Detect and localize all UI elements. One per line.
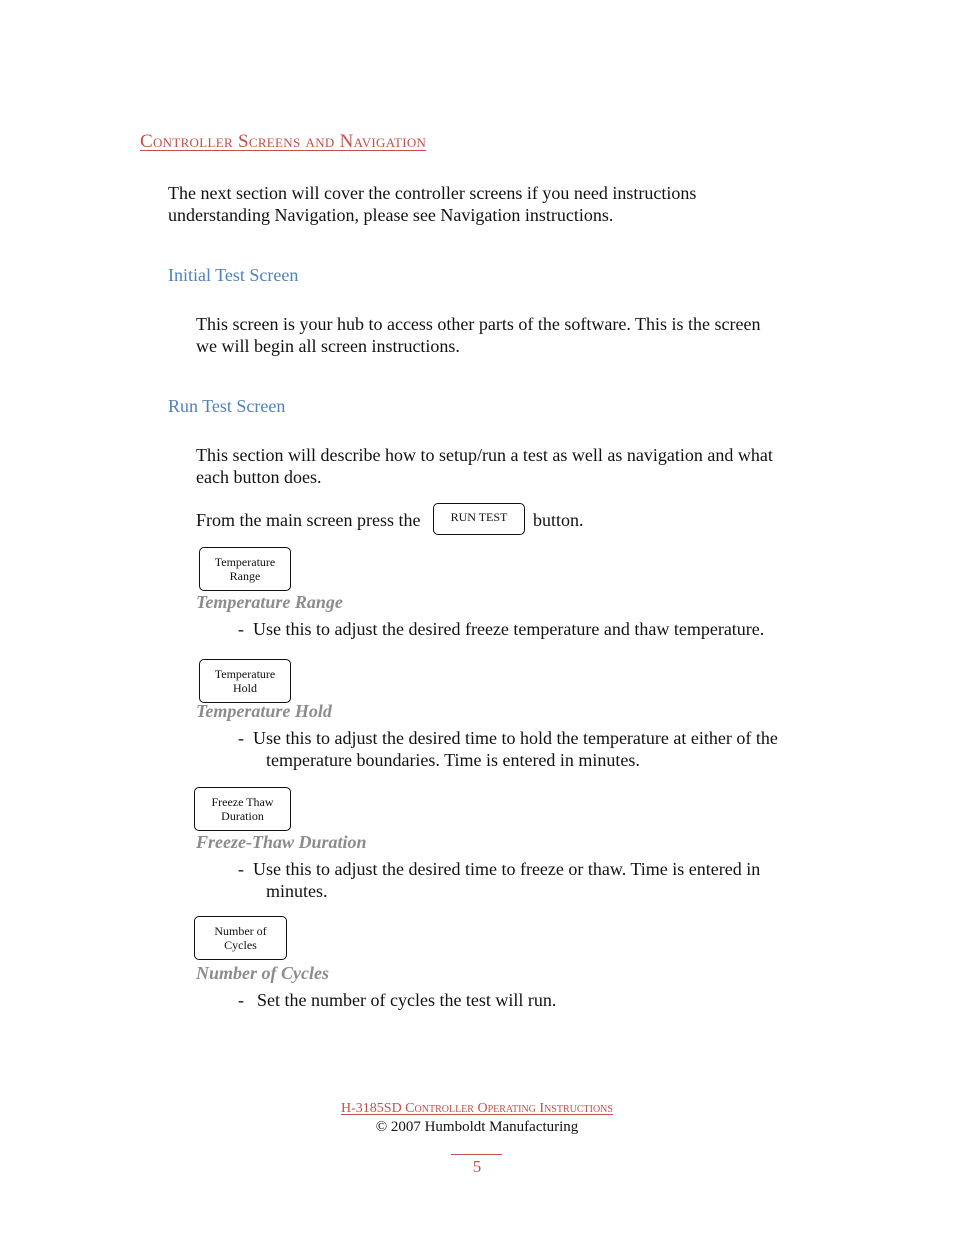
initial-test-heading: Initial Test Screen [168,265,299,285]
freeze-thaw-duration-description [238,858,838,902]
number-of-cycles-title: Number of Cycles [196,963,329,983]
bullet-dash: - [238,619,244,639]
press-run-test-suffix: button. [533,510,584,530]
temperature-range-description [238,618,838,640]
bullet-dash: - [238,859,244,879]
bullet-dash: - [238,728,244,748]
run-test-paragraph [196,444,773,488]
footer-copyright: © 2007 Humboldt Manufacturing [375,1119,579,1135]
number-of-cycles-description [238,989,838,1011]
number-of-cycles-button-line-1: Number of [214,924,267,938]
freeze-thaw-duration-desc-line-2: minutes. [266,881,328,901]
temperature-hold-description [238,727,838,771]
footer-divider [451,1154,502,1155]
run-test-button[interactable] [433,503,525,535]
temperature-hold-button-line-1: Temperature [214,667,276,681]
temperature-hold-desc-line-2: temperature boundaries. Time is entered in minutes. [266,750,640,770]
temperature-range-button[interactable] [199,547,291,591]
temperature-hold-button-line-2: Hold [233,681,257,695]
temperature-range-button-line-2: Range [229,569,261,583]
number-of-cycles-button[interactable] [194,916,287,960]
initial-test-paragraph [196,313,761,357]
footer-title: H-3185SD Controller Operating Instructions [341,1101,613,1116]
temperature-hold-desc-line-1: Use this to adjust the desired time to hold the temperature at either of the [253,728,778,748]
intro-paragraph [168,182,696,226]
freeze-thaw-duration-desc-line-1: Use this to adjust the desired time to freeze or thaw. Time is entered in [253,859,761,879]
intro-line-1: The next section will cover the controller screens if you need instructions [168,183,697,203]
page-number: 5 [472,1157,482,1176]
temperature-range-title: Temperature Range [196,592,343,612]
number-of-cycles-button-line-2: Cycles [224,938,257,952]
initial-test-line-1: This screen is your hub to access other parts of the software. This is the screen [196,314,761,334]
bullet-dash: - [238,990,244,1010]
freeze-thaw-duration-button-line-1: Freeze Thaw [211,795,274,809]
freeze-thaw-duration-button-line-2: Duration [221,809,264,823]
initial-test-line-2: we will begin all screen instructions. [196,336,460,356]
temperature-hold-title: Temperature Hold [196,701,332,721]
run-test-button-label: RUN TEST [450,510,508,524]
intro-line-2: understanding Navigation, please see Navigation instructions. [168,205,614,225]
temperature-range-desc-line-1: Use this to adjust the desired freeze temperature and thaw temperature. [253,619,765,639]
section-title: Controller Screens and Navigation [140,131,427,152]
temperature-hold-button[interactable] [199,659,291,703]
freeze-thaw-duration-button[interactable] [194,787,291,831]
run-test-heading: Run Test Screen [168,396,286,416]
temperature-range-button-line-1: Temperature [214,555,276,569]
run-test-line-2: each button does. [196,467,322,487]
number-of-cycles-desc-line-1: Set the number of cycles the test will run. [257,990,557,1010]
press-run-test-prefix: From the main screen press the [196,510,421,530]
run-test-line-1: This section will describe how to setup/run a test as well as navigation and what [196,445,773,465]
freeze-thaw-duration-title: Freeze-Thaw Duration [196,832,367,852]
